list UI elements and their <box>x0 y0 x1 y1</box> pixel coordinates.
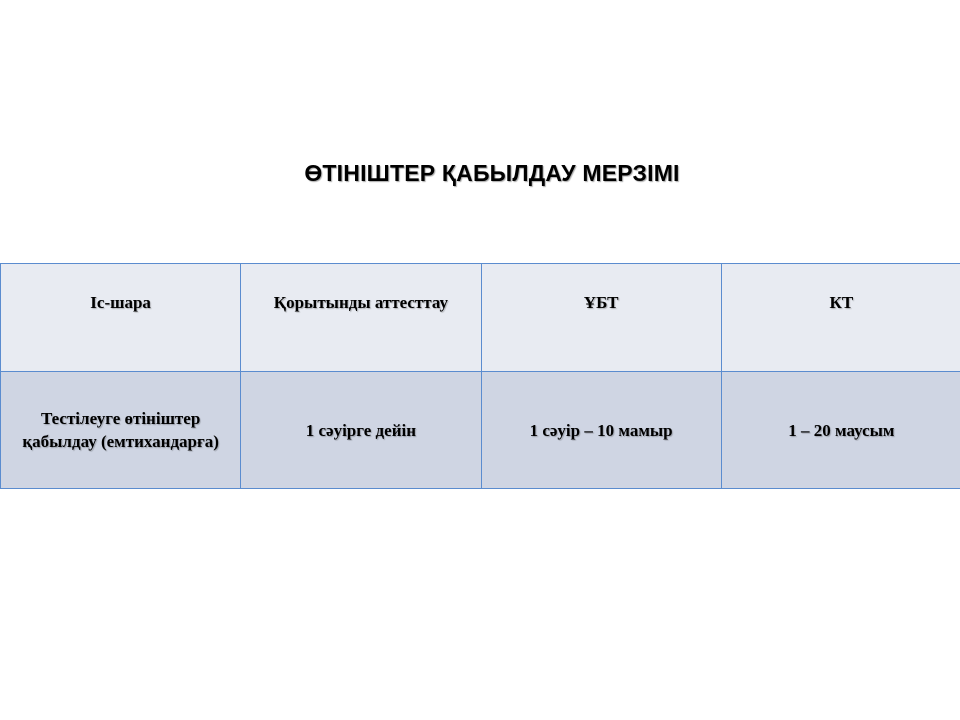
cell-final-attestation-date: 1 сәуірге дейін <box>241 372 481 489</box>
table-header-row <box>1 264 960 372</box>
schedule-table <box>0 263 960 489</box>
header-cell-final-attestation: Қорытынды аттесттау <box>241 264 481 372</box>
cell-kt-date: 1 – 20 маусым <box>721 372 960 489</box>
header-cell-ubt: ҰБТ <box>481 264 721 372</box>
cell-event: Тестілеуге өтініштер қабылдау (емтихандарға) <box>1 372 241 489</box>
table-row <box>1 372 960 489</box>
header-cell-kt: КТ <box>721 264 960 372</box>
slide-title: ӨТІНІШТЕР ҚАБЫЛДАУ МЕРЗІМІ <box>304 160 680 186</box>
header-cell-event: Іс-шара <box>1 264 241 372</box>
cell-ubt-date: 1 сәуір – 10 мамыр <box>481 372 721 489</box>
